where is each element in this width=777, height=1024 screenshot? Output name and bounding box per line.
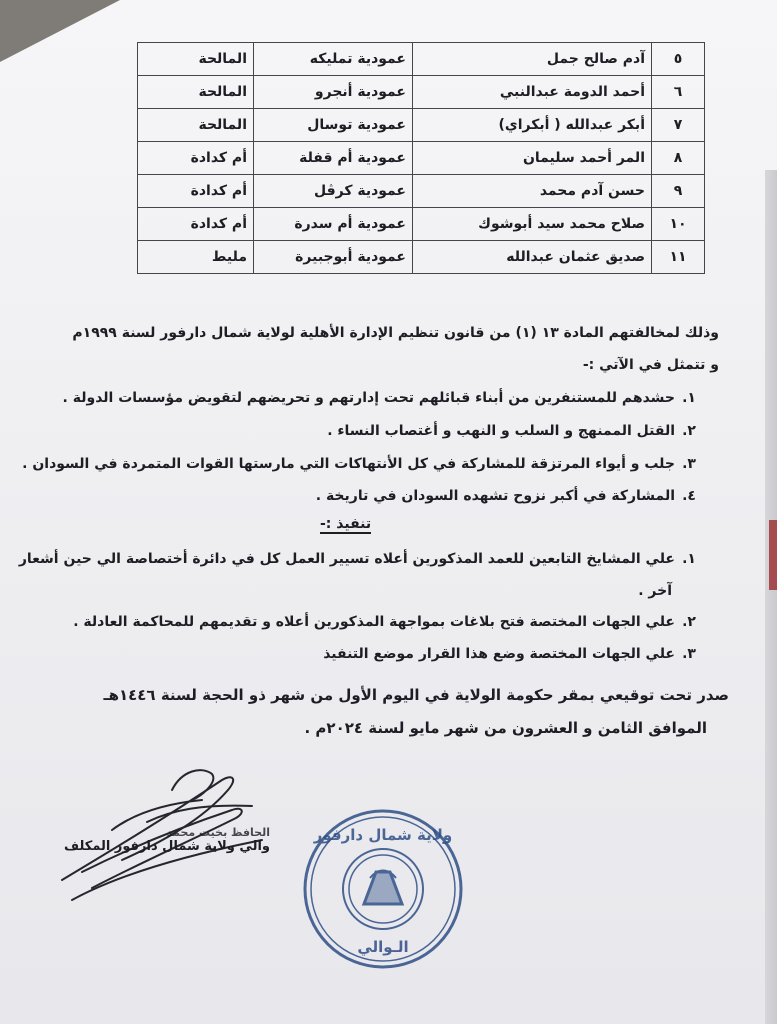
execution-item: ٢.علي الجهات المختصة فتح بلاغات بمواجهة المذكورين أعلاه و تقديمهم للمحاكمة العادلة . [73, 614, 696, 630]
locality: أم كدادة [138, 208, 254, 241]
locality: أم كدادة [138, 175, 254, 208]
violation-item: ٢.القتل الممنهج و السلب و النهب و أغتصاب النساء . [327, 423, 696, 439]
row-number: ١٠ [652, 208, 705, 241]
locality: المالحة [138, 109, 254, 142]
person-name: المر أحمد سليمان [413, 142, 652, 175]
administration-unit: عمودية أبوجبيرة [254, 241, 413, 274]
official-stamp [300, 806, 466, 972]
row-number: ٩ [652, 175, 705, 208]
person-name: أحمد الدومة عبدالنبي [413, 76, 652, 109]
violation-item: ٤.المشاركة في أكبر نزوح تشهده السودان في تاريخة . [315, 488, 696, 504]
execution-item-continued: آخر . [638, 583, 672, 599]
person-name: حسن آدم محمد [413, 175, 652, 208]
administration-unit: عمودية تمليكه [254, 43, 413, 76]
execution-heading: تنفيذ :- [320, 516, 372, 532]
svg-text:ولاية شمال دارفور: ولاية شمال دارفور [313, 826, 453, 844]
decision-body [18, 0, 729, 760]
background-object [769, 520, 777, 590]
closing-line-date: الموافق الثامن و العشرون من شهر مايو لسنة ٢٠٢٤م . [304, 719, 707, 737]
violation-item: ٣.جلب و أيواء المرتزقة للمشاركة في كل الأنتهاكات التي مارستها القوات المتمردة في السودان . [22, 456, 696, 472]
locality: المالحة [138, 76, 254, 109]
administration-unit: عمودية توسال [254, 109, 413, 142]
reason-intro: و تتمثل في الآتي :- [582, 357, 719, 373]
page-edge [765, 170, 777, 1024]
row-number: ٧ [652, 109, 705, 142]
svg-text:الـوالي: الـوالي [357, 938, 409, 956]
row-number: ٥ [652, 43, 705, 76]
administration-unit: عمودية أنجرو [254, 76, 413, 109]
administration-unit: عمودية كرڤل [254, 175, 413, 208]
locality: أم كدادة [138, 142, 254, 175]
locality: المالحة [138, 43, 254, 76]
reason-line: وذلك لمخالفتهم المادة ١٣ (١) من قانون تنظيم الإدارة الأهلية لولاية شمال دارفور لسنة ١٩٩٩م [72, 325, 719, 341]
person-name: أبكر عبدالله ( أبكراي) [413, 109, 652, 142]
person-name: آدم صالح جمل [413, 43, 652, 76]
person-name: صلاح محمد سيد أبوشوك [413, 208, 652, 241]
row-number: ٨ [652, 142, 705, 175]
row-number: ٦ [652, 76, 705, 109]
execution-item: ٣.علي الجهات المختصة وضع هذا القرار موضع التنفيذ [323, 646, 696, 662]
administration-unit: عمودية أم قفلة [254, 142, 413, 175]
violation-item: ١.حشدهم للمستنفرين من أبناء قبائلهم تحت إدارتهم و تحريضهم لتقويض مؤسسات الدولة . [62, 390, 696, 406]
administration-unit: عمودية أم سدرة [254, 208, 413, 241]
execution-item: ١.علي المشايخ التابعين للعمد المذكورين أعلاه تسيير العمل كل في دائرة أختصاصة الي حين أشعار [18, 551, 696, 567]
person-name: صديق عثمان عبدالله [413, 241, 652, 274]
closing-line: صدر تحت توقيعي بمقر حكومة الولاية في اليوم الأول من شهر ذو الحجة لسنة ١٤٤٦هـ [103, 686, 729, 704]
locality: مليط [138, 241, 254, 274]
row-number: ١١ [652, 241, 705, 274]
governor-title: الحافظ بخيت محمد والي ولاية شمال دارفور المكلف [63, 826, 270, 854]
